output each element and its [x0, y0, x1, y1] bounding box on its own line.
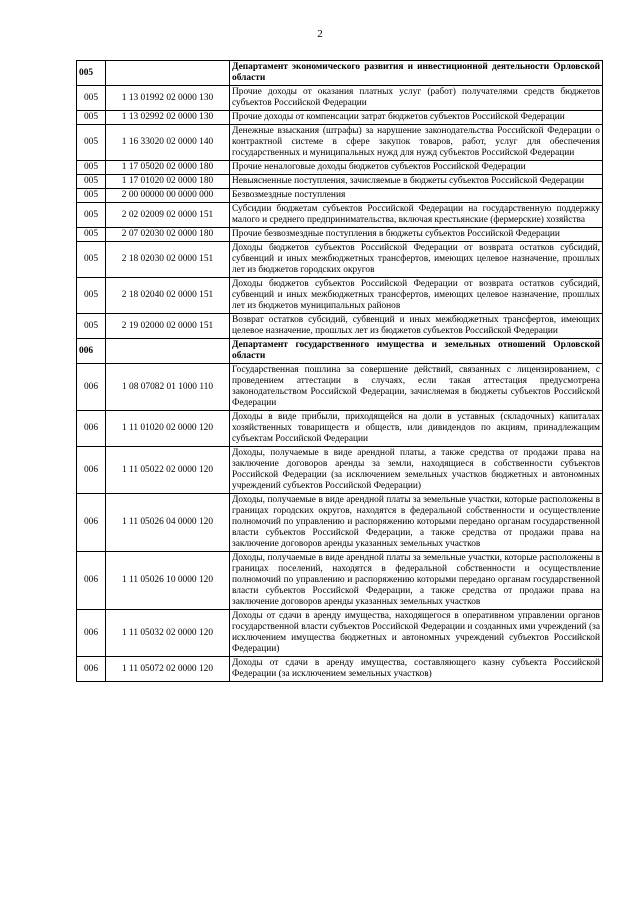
budget-classification-code-cell: 1 11 05026 10 0000 120 — [106, 552, 230, 610]
revenue-name-cell: Возврат остатков субсидий, субвенций и иных межбюджетных трансфертов, имеющих целевое назначение, прошлых лет из бюджетов субъектов Российской Федерации — [230, 314, 603, 339]
revenue-name-cell: Безвозмездные поступления — [230, 189, 603, 203]
admin-code-cell: 006 — [77, 610, 106, 657]
budget-classification-code-cell: 2 07 02030 02 0000 180 — [106, 228, 230, 242]
table-row — [77, 228, 603, 242]
admin-code-cell: 005 — [77, 203, 106, 228]
admin-code-cell: 005 — [77, 161, 106, 175]
budget-classification-code-cell — [106, 61, 230, 86]
table-row — [77, 552, 603, 610]
table-row — [77, 657, 603, 682]
table-row — [77, 189, 603, 203]
admin-code-cell: 006 — [77, 339, 106, 364]
table-row — [77, 203, 603, 228]
budget-classification-code-cell: 1 17 01020 02 0000 180 — [106, 175, 230, 189]
budget-classification-code-cell: 1 11 05026 04 0000 120 — [106, 494, 230, 552]
budget-classification-code-cell: 1 17 05020 02 0000 180 — [106, 161, 230, 175]
table-row — [77, 125, 603, 161]
revenue-name-cell: Департамент экономического развития и инвестиционной деятельности Орловской области — [230, 61, 603, 86]
admin-code-cell: 005 — [77, 242, 106, 278]
budget-classification-code-cell: 2 02 02009 02 0000 151 — [106, 203, 230, 228]
budget-classification-code-cell: 1 16 33020 02 0000 140 — [106, 125, 230, 161]
admin-code-cell: 005 — [77, 228, 106, 242]
table-row — [77, 175, 603, 189]
revenue-name-cell: Государственная пошлина за совершение действий, связанных с лицензированием, с проведением аттестации в случаях, если такая аттестация предусмотрена законодательством Российской Федерации, зачисляемая в бюджеты субъектов Российской Федерации — [230, 364, 603, 411]
revenue-name-cell: Невыясненные поступления, зачисляемые в бюджеты субъектов Российской Федерации — [230, 175, 603, 189]
revenue-name-cell: Прочие неналоговые доходы бюджетов субъектов Российской Федерации — [230, 161, 603, 175]
revenue-name-cell: Доходы бюджетов субъектов Российской Федерации от возврата остатков субсидий, субвенций и иных межбюджетных трансфертов, имеющих целевое назначение, прошлых лет из бюджетов муниципальных районов — [230, 278, 603, 314]
admin-code-cell: 005 — [77, 111, 106, 125]
revenue-name-cell: Доходы от сдачи в аренду имущества, составляющего казну субъекта Российской Федерации (за исключением земельных участков) — [230, 657, 603, 682]
table-row — [77, 314, 603, 339]
admin-code-cell: 006 — [77, 447, 106, 494]
department-header-row — [77, 339, 603, 364]
budget-classification-code-cell: 1 13 02992 02 0000 130 — [106, 111, 230, 125]
budget-classification-code-cell: 1 11 05032 02 0000 120 — [106, 610, 230, 657]
admin-code-cell: 006 — [77, 657, 106, 682]
admin-code-cell: 006 — [77, 364, 106, 411]
budget-classification-code-cell: 2 18 02030 02 0000 151 — [106, 242, 230, 278]
budget-classification-code-cell: 1 11 05072 02 0000 120 — [106, 657, 230, 682]
budget-classification-code-cell: 1 08 07082 01 1000 110 — [106, 364, 230, 411]
budget-classification-code-cell: 2 18 02040 02 0000 151 — [106, 278, 230, 314]
table-row — [77, 111, 603, 125]
page-number: 2 — [317, 28, 323, 40]
revenue-name-cell: Доходы, получаемые в виде арендной платы за земельные участки, которые расположены в границах поселений, находятся в федеральной собственности и осуществление полномочий по управлению и распоряжению которыми передано органам государственной власти субъектов Российской Федерации, а также средства от продажи права на заключение договоров аренды указанных земельных участков — [230, 552, 603, 610]
admin-code-cell: 005 — [77, 314, 106, 339]
admin-code-cell: 005 — [77, 86, 106, 111]
revenue-name-cell: Субсидии бюджетам субъектов Российской Федерации на государственную поддержку малого и среднего предпринимательства, включая крестьянские (фермерские) хозяйства — [230, 203, 603, 228]
table-row — [77, 447, 603, 494]
admin-code-cell: 006 — [77, 411, 106, 447]
table-row — [77, 278, 603, 314]
revenue-name-cell: Денежные взыскания (штрафы) за нарушение законодательства Российской Федерации о контрактной системе в сфере закупок товаров, работ, услуг для обеспечения государственных и муниципальных нужд для нужд субъектов Российской Федерации — [230, 125, 603, 161]
table-row — [77, 411, 603, 447]
revenue-codes-table — [76, 60, 603, 682]
revenue-name-cell: Доходы, получаемые в виде арендной платы, а также средства от продажи права на заключение договоров аренды за земли, находящиеся в собственности субъектов Российской Федерации (за исключением земельных участков бюджетных и автономных учреждений субъектов Российской Федерации) — [230, 447, 603, 494]
admin-code-cell: 005 — [77, 278, 106, 314]
admin-code-cell: 005 — [77, 61, 106, 86]
revenue-name-cell: Прочие безвозмездные поступления в бюджеты субъектов Российской Федерации — [230, 228, 603, 242]
budget-classification-code-cell: 2 19 02000 02 0000 151 — [106, 314, 230, 339]
revenue-name-cell: Доходы в виде прибыли, приходящейся на доли в уставных (складочных) капиталах хозяйственных товариществ и обществ, или дивидендов по акциям, принадлежащим субъектам Российской Федерации — [230, 411, 603, 447]
revenue-name-cell: Прочие доходы от компенсации затрат бюджетов субъектов Российской Федерации — [230, 111, 603, 125]
table-row — [77, 86, 603, 111]
budget-classification-code-cell: 2 00 00000 00 0000 000 — [106, 189, 230, 203]
revenue-name-cell: Департамент государственного имущества и земельных отношений Орловской области — [230, 339, 603, 364]
revenue-name-cell: Доходы, получаемые в виде арендной платы за земельные участки, которые расположены в границах городских округов, находятся в федеральной собственности и осуществление полномочий по управлению и распоряжению которыми передано органам государственной власти субъектов Российской Федерации, а также средства от продажи права на заключение договоров аренды указанных земельных участков — [230, 494, 603, 552]
revenue-name-cell: Доходы бюджетов субъектов Российской Федерации от возврата остатков субсидий, субвенций и иных межбюджетных трансфертов, имеющих целевое назначение, прошлых лет из бюджетов городских округов — [230, 242, 603, 278]
revenue-name-cell: Прочие доходы от оказания платных услуг (работ) получателями средств бюджетов субъектов Российской Федерации — [230, 86, 603, 111]
budget-classification-code-cell: 1 13 01992 02 0000 130 — [106, 86, 230, 111]
revenue-name-cell: Доходы от сдачи в аренду имущества, находящегося в оперативном управлении органов государственной власти субъектов Российской Федерации и созданных ими учреждений (за исключением имущества бюджетных и автономных учреждений субъектов Российской Федерации) — [230, 610, 603, 657]
admin-code-cell: 005 — [77, 175, 106, 189]
admin-code-cell: 005 — [77, 189, 106, 203]
table-row — [77, 610, 603, 657]
admin-code-cell: 006 — [77, 494, 106, 552]
admin-code-cell: 005 — [77, 125, 106, 161]
budget-classification-code-cell — [106, 339, 230, 364]
budget-classification-code-cell: 1 11 05022 02 0000 120 — [106, 447, 230, 494]
budget-classification-code-cell: 1 11 01020 02 0000 120 — [106, 411, 230, 447]
table-row — [77, 494, 603, 552]
table-row — [77, 161, 603, 175]
admin-code-cell: 006 — [77, 552, 106, 610]
table-row — [77, 364, 603, 411]
department-header-row — [77, 61, 603, 86]
table-row — [77, 242, 603, 278]
